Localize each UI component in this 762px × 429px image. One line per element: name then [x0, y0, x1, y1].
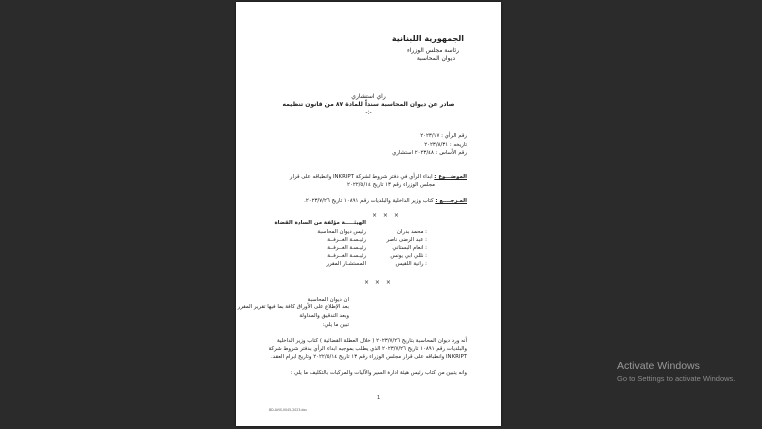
- subject-text: ابداء الرأي في دفتر شروط لشركة INKRIPT وانطباقه على قرار: [289, 174, 433, 180]
- panel-member-name: : محمد بدران: [397, 229, 427, 235]
- body-line-4: تبين ما يلي:: [322, 322, 349, 328]
- separator-stars-2: × × ×: [364, 279, 393, 286]
- body-intro: ان ديوان المحاسبة: [307, 297, 349, 303]
- body-paragraph-line-1: أنه ورد ديوان المحاسبة بتاريخ ٢٠٢٣/٧/٢٦ ( خلال العطلة القضائية ) كتاب وزير الداخلية: [276, 338, 467, 344]
- panel-member-name: : عبد الرضى ناصر: [386, 237, 427, 243]
- opinion-subtitle: صادر عن ديوان المحاسبة سنداً للمادة ٨٧ من قانون تنظيمه: [282, 101, 455, 108]
- watermark-title: Activate Windows: [617, 360, 700, 372]
- body-paragraph-line-4: وانه يتبين من كتاب رئيس هيئة ادارة السير والآليات والمركبات بالتكليف ما يلي :: [290, 370, 467, 376]
- panel-heading: الهيئـــــة مؤلفة من السادة القضاة: [274, 220, 366, 226]
- panel-member-name: : انعام البستاني: [392, 245, 427, 251]
- panel-role: رئيس ديوان المحاسبة: [317, 229, 366, 235]
- subject-line-2: مجلس الوزراء رقم ١٣ تاريخ ٢٠٢٢/٥/١٤: [347, 182, 435, 188]
- page-number: 1: [377, 395, 381, 401]
- body-paragraph-line-3: INKRIPT وانطباقه على قرار مجلس الوزراء رقم ١٣ تاريخ ٢٠٢٢/٥/١٤ وتاريخ ابرام العقد.: [270, 354, 467, 360]
- header-republic: الجمهورية اللبنانية: [391, 34, 464, 43]
- header-court: ديوان المحاسبة: [416, 55, 455, 62]
- opinion-title: راي استشاري: [351, 93, 386, 100]
- body-paragraph-line-2: والبلديات رقم ١٠٨٩١ تاريخ ٢٠٢٣/٧/٢٦ الذي يطلب بموجبه ابداء الرأي بدفتر شروط شركة: [268, 346, 467, 352]
- reference-label: المـرجــــع :: [435, 198, 467, 204]
- activation-watermark: [617, 360, 735, 383]
- watermark-subtitle: Go to Settings to activate Windows.: [617, 374, 736, 383]
- panel-role: رئيـسـة الغــرفــة: [327, 253, 366, 259]
- document-page: [236, 2, 501, 426]
- opinion-date: تاريخه : ٢٠٢٣/٨/٣١: [424, 142, 467, 148]
- footer-file-code: BD-AVIS-0045-2023.doc: [269, 408, 308, 412]
- subject-label: الموضـــوع :: [434, 174, 467, 180]
- panel-member-name: : نللي ابي يونس: [390, 253, 427, 259]
- panel-role: رئيـسـة الغــرفــة: [327, 237, 366, 243]
- opinion-dash: -:-: [365, 109, 372, 116]
- body-line-3: وبعد التدقيق والمداولة: [299, 313, 349, 319]
- reference-text: كتاب وزير الداخلية والبلديات رقم ١٠٨٩١ تاريخ ٢٠٢٣/٧/٢٦.: [304, 198, 434, 204]
- base-number: رقم الأساس : ٢٠٢٣/٤٨ استشاري: [392, 150, 467, 156]
- panel-member-name: : رانية اللقيس: [395, 261, 427, 267]
- separator-stars-1: × × ×: [372, 212, 401, 219]
- header-presidency: رئاسة مجلس الوزراء: [406, 47, 459, 54]
- body-line-2: بعد الإطلاع على الأوراق كافة بما فيها تقرير المقرر: [237, 304, 349, 310]
- panel-role: المستشـار المقرر: [326, 261, 366, 267]
- subject-line-1: [290, 174, 467, 181]
- reference-line: [304, 198, 467, 205]
- opinion-number: رقم الرأي : ٢٠٢٣/١٧: [420, 133, 467, 139]
- panel-role: رئيـسـة الغــرفــة: [327, 245, 366, 251]
